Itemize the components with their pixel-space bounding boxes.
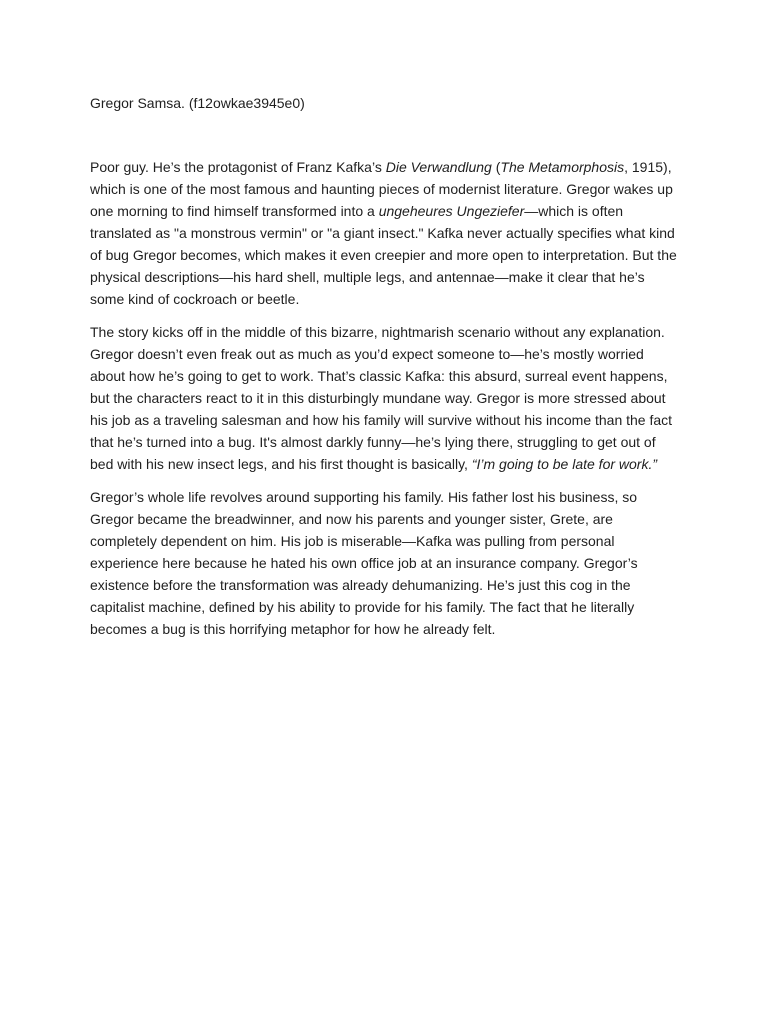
paragraph-1-segment: ( <box>491 159 501 175</box>
paragraph-3 <box>90 486 680 640</box>
paragraph-2-segment-italic: “I’m going to be late for work.” <box>471 456 658 472</box>
paragraph-1 <box>90 156 680 310</box>
paragraph-2-segment: The story kicks off in the middle of this bizarre, nightmarish scenario without any explanation. Gregor doesn’t even freak out as much as you’d expect someone to—he’s mostly worried about how he’s going to get to work. That’s classic Kafka: this absurd, surreal event happens, but the characters react to it in this disturbingly mundane way. Gregor is more stressed about his job as a traveling salesman and how his family will survive without his income than the fact that he’s turned into a bug. It's almost darkly funny—he’s lying there, struggling to get out of bed with his new insect legs, and his first thought is basically, <box>90 324 673 472</box>
paragraph-1-segment: , 1915), which is one of the most famous and haunting pieces of modernist literature. Gregor wakes up one morning to find himself transformed into a <box>90 159 673 219</box>
paragraph-1-segment: Poor guy. He’s the protagonist of Franz Kafka’s <box>90 159 386 175</box>
document-page <box>90 92 680 651</box>
paragraph-3-segment: Gregor’s whole life revolves around supporting his family. His father lost his business, so Gregor became the breadwinner, and now his parents and younger sister, Grete, are completely dependent on him. His job is miserable—Kafka was pulling from personal experience here because he hated his own office job at an insurance company. Gregor’s existence before the transformation was already dehumanizing. He’s just this cog in the capitalist machine, defined by his ability to provide for his family. The fact that he literally becomes a bug is this horrifying metaphor for how he already felt. <box>90 489 638 637</box>
paragraph-1-segment-italic: Die Verwandlung <box>385 159 492 175</box>
paragraph-1-segment-italic: ungeheures Ungeziefer <box>378 203 525 219</box>
document-title: Gregor Samsa. (f12owkae3945e0) <box>90 95 305 111</box>
paragraph-2 <box>90 321 680 475</box>
paragraph-1-segment: —which is often translated as "a monstrous vermin" or "a giant insect." Kafka never actually specifies what kind of bug Gregor becomes, which makes it even creepier and more open to interpretation. But the physical descriptions—his hard shell, multiple legs, and antennae—make it clear that he’s some kind of cockroach or beetle. <box>90 203 677 307</box>
paragraph-1-segment-italic: The Metamorphosis <box>500 159 625 175</box>
